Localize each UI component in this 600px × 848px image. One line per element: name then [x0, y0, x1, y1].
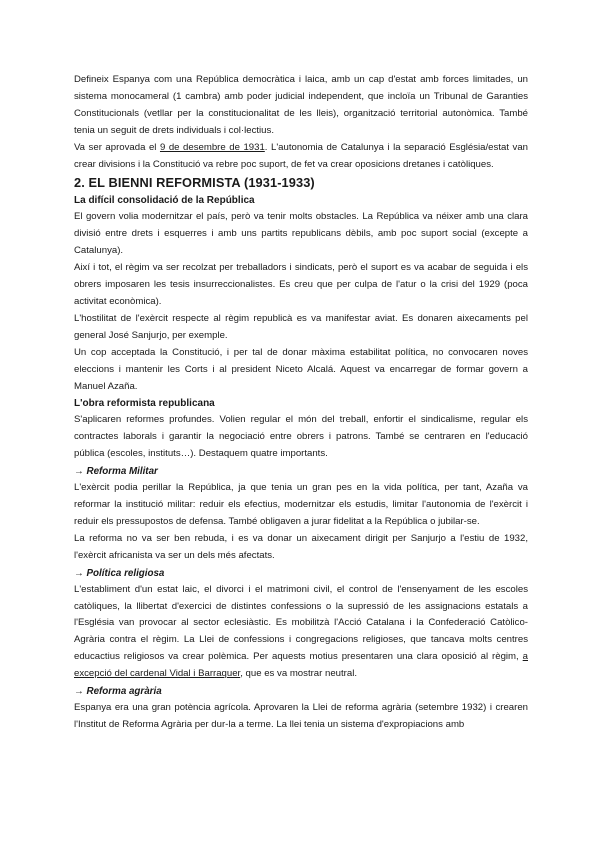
subheading-reforma-agraria: → Reforma agrària	[74, 686, 162, 698]
paragraph-aixecament-sanjurjo: La reforma no va ser ben rebuda, i es va donar un aixecament dirigit per Sanjurjo a l'estiu de 1932, l'exèrcit africanista va ser un dels més afectats.	[74, 532, 528, 561]
paragraph-reforma-militar: L'exèrcit podia perillar la República, ja que tenia un gran pes en la vida política, per tant, Azaña va reformar la institució militar: reduir els efectius, modernitzar els estudis, limitar l'autonomia de l'exèrcit i reduir els pressupostos de defensa. També obligaven a jurar fidelitat a la República o jubilar-se.	[74, 482, 528, 527]
subheading-reforma-militar: → Reforma Militar	[74, 466, 158, 478]
paragraph-govern: El govern volia modernitzar el país, però va tenir molts obstacles. La República va néixer amb una clara divisió entre drets i esquerres i amb uns partits republicans dèbils, amb poc suport social (excepte a Catalunya).	[74, 211, 528, 257]
text-religiosa-end: , que es va mostrar neutral.	[240, 668, 357, 680]
section-heading-bienni-reformista: 2. EL BIENNI REFORMISTA (1931-1933)	[74, 175, 315, 191]
approval-date: 9 de desembre de 1931	[159, 141, 265, 153]
text-religiosa-main: L'establiment d'un estat laic, el divorci i el matrimoni civil, el control de l'ensenyament de les escoles catòliques, la llibertat d'exercici de distintes confessions o la supressió de les assignacions estatals a l'Església van provocar al sector eclesiàstic. Es mobilitzà l'Acció Catalana i la Confederació Catòlico-Agrària contra el règim. La Llei de confessions i congregacions religioses, que tancava molts centres educactius religiosos va crear polèmica. Per aquests motius presentaren una clara oposició al règim,	[74, 583, 528, 663]
paragraph-suport-obrers: Així i tot, el règim va ser recolzat per treballadors i sindicats, però el suport es va acabar de seguida i els obrers imposaren les tesis insurreccionalistes. Es creu que per culpa de l'atur o la crisi del 1929 (poca activitat econòmica).	[74, 262, 528, 307]
text-religiosa-underlined: a excepció del cardenal Vidal i Barraquer	[74, 651, 528, 680]
paragraph-reformes: S'aplicaren reformes profundes. Volien regular el món del treball, enfortir el sindicalisme, regular els contractes laborals i garantir la negociació entre obrers i patrons. També se centraren en l'educació pública (escoles, instituts…). Destaquem quatre importants.	[74, 414, 528, 460]
paragraph-politica-religiosa	[74, 582, 528, 683]
paragraph-constitucio-acceptada: Un cop acceptada la Constitució, i per tal de donar màxima estabilitat política, no convocaren noves eleccions i mantenir les Corts i al president Niceto Alcalá. Aquest va encarregar de formar govern a Manuel Azaña.	[74, 346, 528, 392]
text-approval-start: Va ser aprovada el	[74, 141, 160, 153]
paragraph-hostilitat-exercit: L'hostilitat de l'exèrcit respecte al règim republicà es va manifestar aviat. Es donaren aixecaments pel general José Sanjurjo, per exemple.	[74, 312, 528, 341]
subheading-consolidacio: La difícil consolidació de la República	[74, 195, 255, 207]
document-page	[74, 72, 528, 734]
paragraph-reforma-agraria: Espanya era una gran potència agrícola. Aprovaren la Llei de reforma agrària (setembre 1932) i crearen l'Institut de Reforma Agrària per dur-la a terme. La llei tenia un sistema d'expropiacions amb	[74, 702, 528, 730]
subheading-politica-religiosa: → Política religiosa	[74, 567, 165, 579]
subheading-obra-reformista: L'obra reformista republicana	[74, 398, 215, 410]
paragraph-constitution-approval	[74, 140, 528, 174]
text-approval-end: . L'autonomia de Catalunya i la separació Església/estat van crear divisions i la Constitució va rebre poc suport, de fet va crear oposicions dretanes i catòliques.	[74, 141, 528, 170]
paragraph-constitution-definition: Defineix Espanya com una República democràtica i laica, amb un cap d'estat amb forces limitades, un sistema monocameral (1 cambra) amb poder judicial independent, que incloïa un Tribunal de Garanties Constitucionals (vetllar per la constitucionalitat de les lleis), organització territorial autonòmica. També tenia un seguit de drets individuals i col·lectius.	[74, 74, 528, 136]
